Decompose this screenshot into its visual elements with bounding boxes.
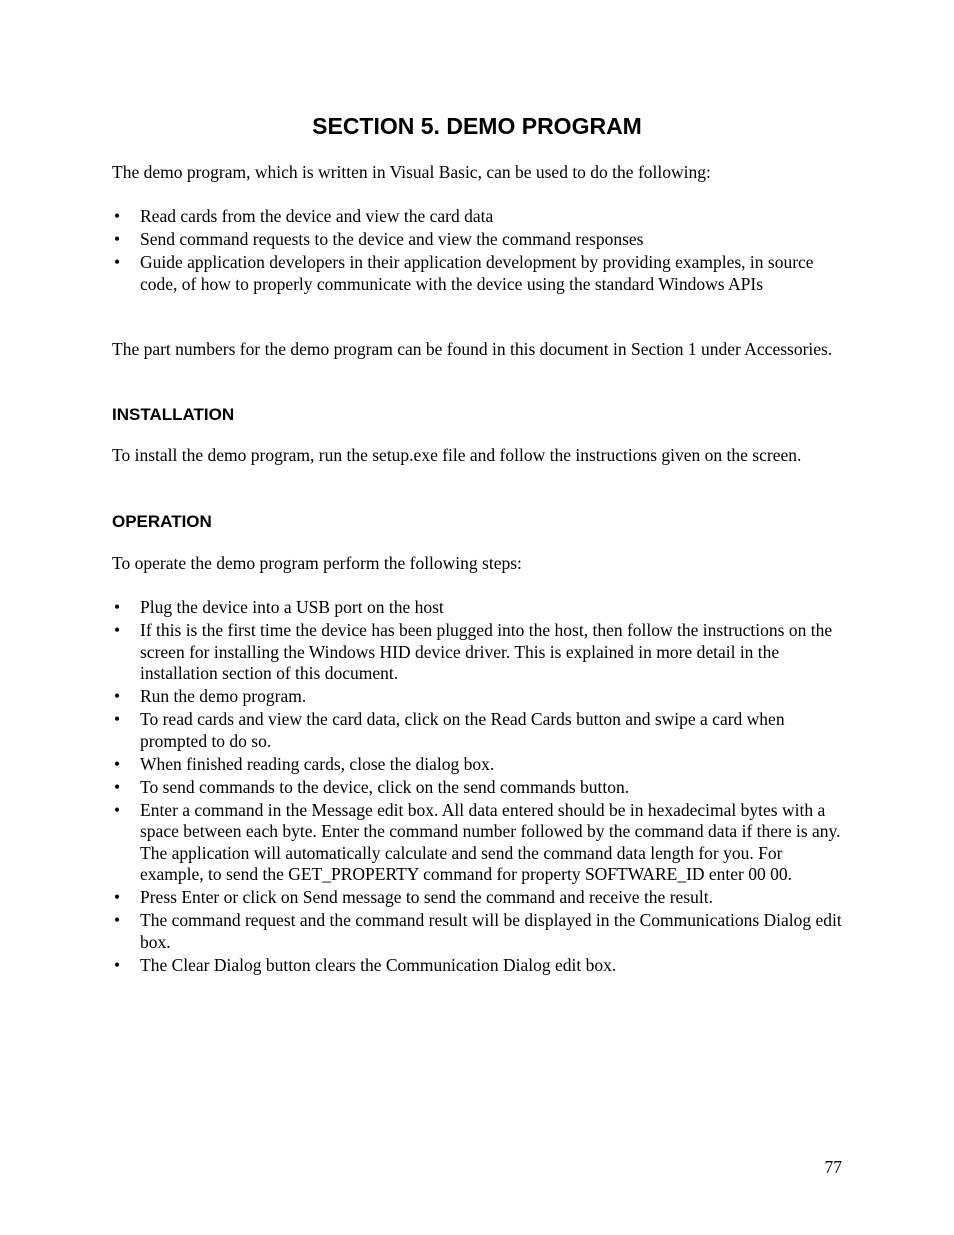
installation-paragraph: To install the demo program, run the setup.exe file and follow the instructions given on the screen. — [112, 445, 802, 465]
operation-steps — [112, 597, 842, 978]
section-title: SECTION 5. DEMO PROGRAM — [312, 113, 642, 139]
list-item: • The Clear Dialog button clears the Communication Dialog edit box. — [112, 955, 842, 977]
feature-list — [112, 206, 842, 297]
list-item: • Run the demo program. — [112, 686, 842, 708]
part-numbers-paragraph: The part numbers for the demo program can be found in this document in Section 1 under Accessories. — [112, 339, 833, 359]
list-item: • Enter a command in the Message edit box. All data entered should be in hexadecimal bytes with a space between each byte. Enter the command number followed by the command data if there is any. The application will automatically calculate and send the command data length for you. For example, to send the GET_PROPERTY command for property SOFTWARE_ID enter 00 00. — [112, 800, 842, 886]
list-item: • When finished reading cards, close the dialog box. — [112, 754, 842, 776]
list-item: • Press Enter or click on Send message to send the command and receive the result. — [112, 887, 842, 909]
list-item: • Read cards from the device and view the card data — [112, 206, 842, 228]
list-item: • Guide application developers in their application development by providing examples, in source code, of how to properly communicate with the device using the standard Windows APIs — [112, 252, 842, 295]
list-item: • To send commands to the device, click on the send commands button. — [112, 777, 842, 799]
list-item: • If this is the first time the device has been plugged into the host, then follow the instructions on the screen for installing the Windows HID device driver. This is explained in more detail in the installation section of this document. — [112, 620, 842, 685]
operation-heading: OPERATION — [112, 512, 212, 531]
list-item: • To read cards and view the card data, click on the Read Cards button and swipe a card when prompted to do so. — [112, 709, 842, 752]
list-item: • Send command requests to the device and view the command responses — [112, 229, 842, 251]
operation-intro: To operate the demo program perform the following steps: — [112, 553, 522, 573]
installation-heading: INSTALLATION — [112, 405, 235, 424]
list-item: • Plug the device into a USB port on the host — [112, 597, 842, 619]
list-item: • The command request and the command result will be displayed in the Communications Dialog edit box. — [112, 910, 842, 953]
intro-paragraph: The demo program, which is written in Visual Basic, can be used to do the following: — [112, 162, 711, 182]
page-number: 77 — [824, 1157, 842, 1177]
